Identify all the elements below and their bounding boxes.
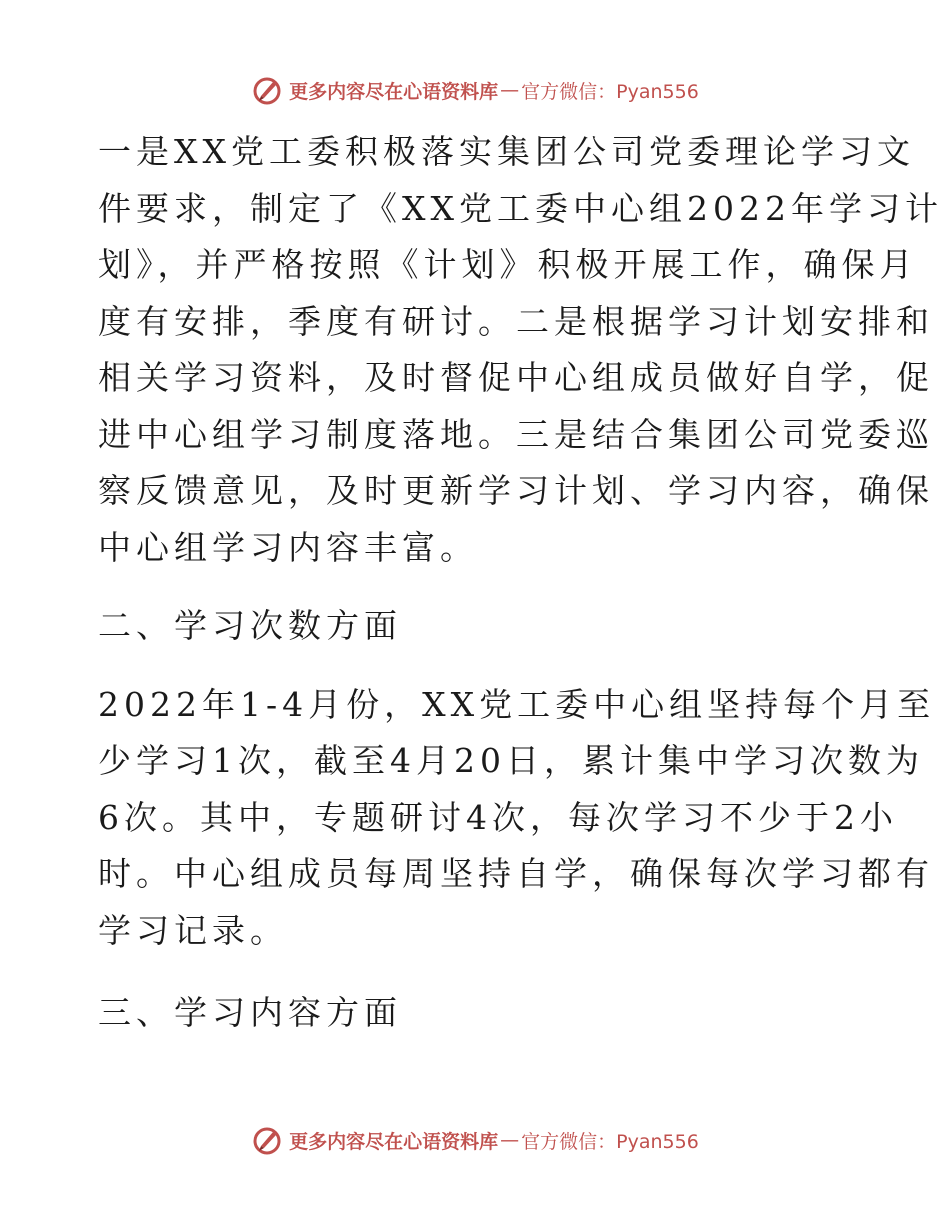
text-line: 6次。其中，专题研讨4次，每次学习不少于2小 <box>98 797 898 837</box>
header-banner <box>0 70 950 110</box>
text-line: 察反馈意见，及时更新学习计划、学习内容，确保 <box>98 471 934 510</box>
paragraph-study-plan <box>98 124 943 576</box>
text-line: 中心组学习内容丰富。 <box>98 527 478 567</box>
pen-logo-icon <box>251 1124 283 1156</box>
section-heading-study-count: 二、学习次数方面 <box>98 606 402 645</box>
text-line: 少学习1次，截至4月20日，累计集中学习次数为 <box>98 741 924 780</box>
footer-banner <box>0 1120 950 1160</box>
section-heading-study-content: 三、学习内容方面 <box>98 993 402 1032</box>
text-line: 相关学习资料，及时督促中心组成员做好自学，促 <box>98 358 934 397</box>
text-line: 进中心组学习制度落地。三是结合集团公司党委巡 <box>98 414 934 454</box>
text-line: 学习记录。 <box>98 910 288 950</box>
header-wechat-text: 官方微信：Pyan556 <box>521 80 699 103</box>
document-body <box>98 124 943 1042</box>
header-brand-text: 更多内容尽在心语资料库 <box>289 80 499 103</box>
text-line: 件要求，制定了《XX党工委中心组2022年学习计 <box>98 188 943 228</box>
text-line: 时。中心组成员每周坚持自学，确保每次学习都有 <box>98 854 934 893</box>
pen-logo-icon <box>251 74 283 106</box>
footer-dash: — <box>500 1129 520 1151</box>
header-dash: — <box>500 79 520 101</box>
footer-brand-text: 更多内容尽在心语资料库 <box>289 1130 499 1153</box>
text-line: 度有安排，季度有研讨。二是根据学习计划安排和 <box>98 301 934 341</box>
text-line: 划》，并严格按照《计划》积极开展工作，确保月 <box>98 245 918 284</box>
paragraph-study-count <box>98 677 936 960</box>
footer-wechat-text: 官方微信：Pyan556 <box>521 1130 699 1153</box>
text-line: 2022年1-4月份，XX党工委中心组坚持每个月至 <box>98 684 936 724</box>
text-line: 一是XX党工委积极落实集团公司党委理论学习文 <box>98 132 915 171</box>
